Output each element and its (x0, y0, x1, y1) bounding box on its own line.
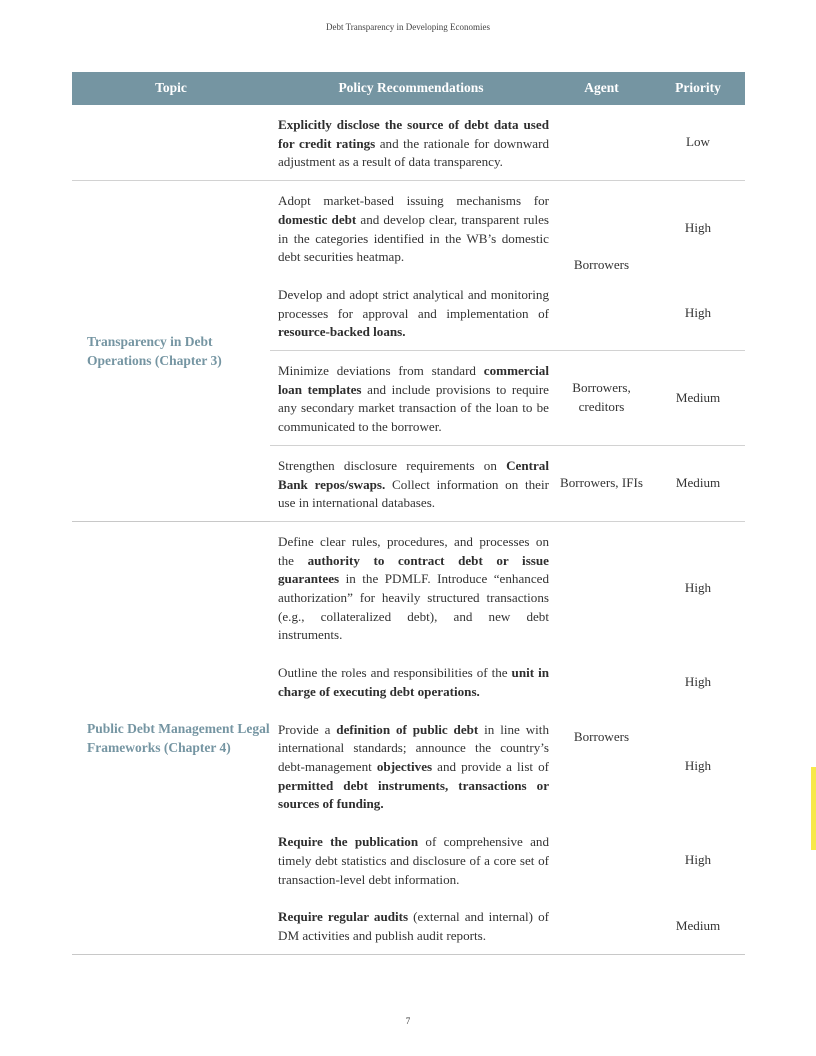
table-header-row (72, 72, 745, 105)
page-number: 7 (405, 1016, 411, 1026)
priority-cell: High (651, 181, 745, 276)
priority-cell: Medium (651, 445, 745, 521)
header-topic: Topic (72, 72, 270, 105)
recommendation-cell: Minimize deviations from standard commercial loan templates and include provisions to require any secondary market transaction of the loan to be communicated to the borrower. (270, 351, 552, 446)
agent-cell: Borrowers (552, 521, 651, 954)
header-priority: Priority (651, 72, 745, 105)
table-row (72, 521, 745, 654)
topic-transparency-debt-operations: Transparency in Debt Operations (Chapter 3) (72, 181, 270, 522)
recommendation-cell: Explicitly disclose the source of debt data used for credit ratings and the rationale for downward adjustment as a result of data transparency. (278, 117, 549, 170)
recommendation-cell: Define clear rules, procedures, and processes on the authority to contract debt or issue guarantees in the PDMLF. Introduce “enhanced authorization” for heavily structured transactions (e.g., collateralized debt), and new debt instruments. (270, 521, 552, 654)
priority-cell: Medium (651, 351, 745, 446)
agent-cell: Borrowers, creditors (552, 351, 651, 446)
recommendation-cell: Develop and adopt strict analytical and monitoring processes for approval and implementation of resource-backed loans. (278, 286, 549, 340)
priority-cell: High (684, 758, 712, 774)
recommendation-cell: Outline the roles and responsibilities of the unit in charge of executing debt operations. (278, 665, 549, 699)
topic-cell-empty (72, 105, 270, 181)
priority-cell: Medium (651, 898, 745, 954)
table-row (72, 181, 745, 276)
priority-cell: High (684, 852, 712, 868)
table-row (72, 105, 745, 181)
agent-cell: Borrowers, IFIs (552, 445, 651, 521)
recommendation-cell: Provide a definition of public debt in line with international standards; announce the country’s debt-management objectives and provide a list of permitted debt instruments, transactions or sources of funding. (278, 721, 550, 812)
recommendation-cell: Adopt market-based issuing mechanisms for domestic debt and develop clear, transparent rules in the categories identified in the WB’s domestic debt securities heatmap. (270, 181, 552, 276)
priority-cell: High (684, 674, 712, 690)
agent-cell: Borrowers (552, 181, 651, 351)
priority-cell: High (684, 304, 712, 320)
priority-cell: High (651, 521, 745, 654)
header-policy-recommendations: Policy Recommendations (270, 72, 552, 105)
margin-highlight-mark (811, 767, 816, 850)
recommendation-cell: Strengthen disclosure requirements on Central Bank repos/swaps. Collect information on their use in international databases. (270, 445, 552, 521)
agent-cell-empty (552, 105, 651, 181)
topic-legal-frameworks: Public Debt Management Legal Frameworks (Chapter 4) (72, 521, 270, 954)
priority-cell: Low (685, 134, 710, 150)
policy-recommendations-table (72, 72, 745, 955)
header-agent: Agent (552, 72, 651, 105)
recommendation-cell: Require the publication of comprehensive and timely debt statistics and disclosure of a core set of transaction-level debt information. (278, 834, 549, 887)
recommendation-cell: Require regular audits (external and internal) of DM activities and publish audit reports. (270, 898, 552, 954)
running-header: Debt Transparency in Developing Economies (326, 22, 490, 32)
